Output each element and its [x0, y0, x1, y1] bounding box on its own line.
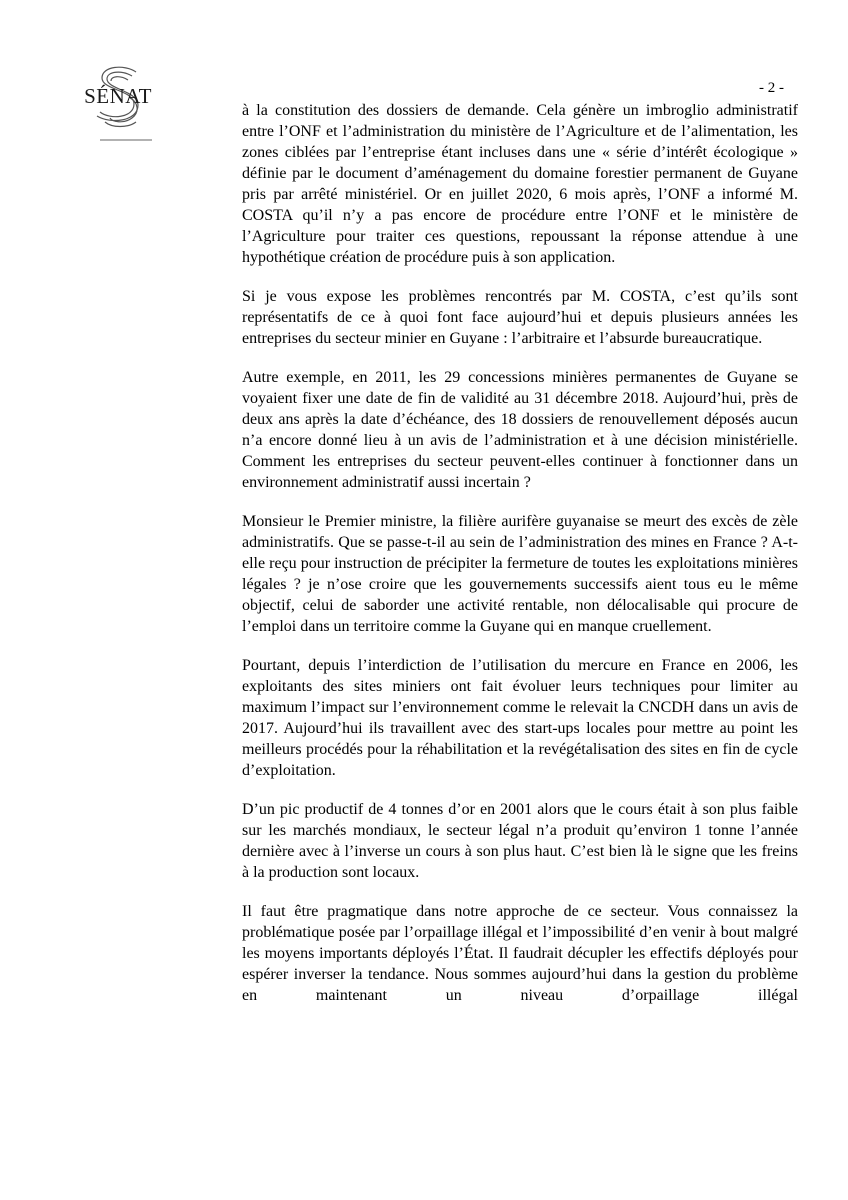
paragraph: Si je vous expose les problèmes rencontrés par M. COSTA, c’est qu’ils sont représentatifs de ce à quoi font face aujourd’hui et depuis plusieurs années les entreprises du secteur minier en Guyane : l’arbitraire et l’absurde bureaucratique.: [242, 288, 798, 347]
page-number: - 2 -: [759, 80, 784, 96]
paragraph: Autre exemple, en 2011, les 29 concessions minières permanentes de Guyane se voyaient fixer une date de fin de validité au 31 décembre 2018. Aujourd’hui, près de deux ans après la date d’échéance, des 18 dossiers de renouvellement déposés aucun n’a encore donné lieu à un avis de l’administration et à une décision ministérielle. Comment les entreprises du secteur peuvent-elles continuer à fonctionner dans un environnement administratif aussi incertain ?: [242, 369, 798, 491]
paragraph: D’un pic productif de 4 tonnes d’or en 2001 alors que le cours était à son plus faible sur les marchés mondiaux, le secteur légal n’a produit qu’environ 1 tonne l’année dernière avec à l’inverse un cours à son plus haut. C’est bien là le signe que les freins à la production sont locaux.: [242, 801, 798, 881]
paragraph: Monsieur le Premier ministre, la filière aurifère guyanaise se meurt des excès de zèle administratifs. Que se passe-t-il au sein de l’administration des mines en France ? A-t-elle reçu pour instruction de précipiter la fermeture de toutes les exploitations minières légales ? je n’ose croire que les gouvernements successifs aient tous eu le même objectif, celui de saborder une activité rentable, non délocalisable qui procure de l’emploi dans un territoire comme la Guyane qui en manque cruellement.: [242, 513, 798, 635]
senat-logo: [80, 62, 156, 144]
paragraph: à la constitution des dossiers de demande. Cela génère un imbroglio administratif entre l’ONF et l’administration du ministère de l’Agriculture et de l’alimentation, les zones ciblées par l’entreprise étant incluses dans une « série d’intérêt écologique » définie par le document d’aménagement du domaine forestier permanent de Guyane pris par arrêté ministériel. Or en juillet 2020, 6 mois après, l’ONF a informé M. COSTA qu’il n’y a pas encore de procédure entre l’ONF et le ministère de l’Agriculture pour traiter ces questions, repoussant la réponse attendue à une hypothétique création de procédure puis à son application.: [242, 102, 798, 266]
document-body: [242, 100, 798, 1006]
senat-logo-text: SÉNAT: [84, 84, 152, 108]
paragraph: Il faut être pragmatique dans notre approche de ce secteur. Vous connaissez la problématique posée par l’orpaillage illégal et l’impossibilité d’en venir à bout malgré les moyens importants déployés l’État. Il faudrait décupler les effectifs déployés pour espérer inverser la tendance. Nous sommes aujourd’hui dans la gestion du problème en maintenant un niveau d’orpaillage illégal: [242, 903, 798, 1004]
paragraph: Pourtant, depuis l’interdiction de l’utilisation du mercure en France en 2006, les exploitants des sites miniers ont fait évoluer leurs techniques pour limiter au maximum l’impact sur l’environnement comme le relevait la CNCDH dans un avis de 2017. Aujourd’hui ils travaillent avec des start-ups locales pour mettre au point les meilleurs procédés pour la réhabilitation et la revégétalisation des sites en fin de cycle d’exploitation.: [242, 657, 798, 779]
